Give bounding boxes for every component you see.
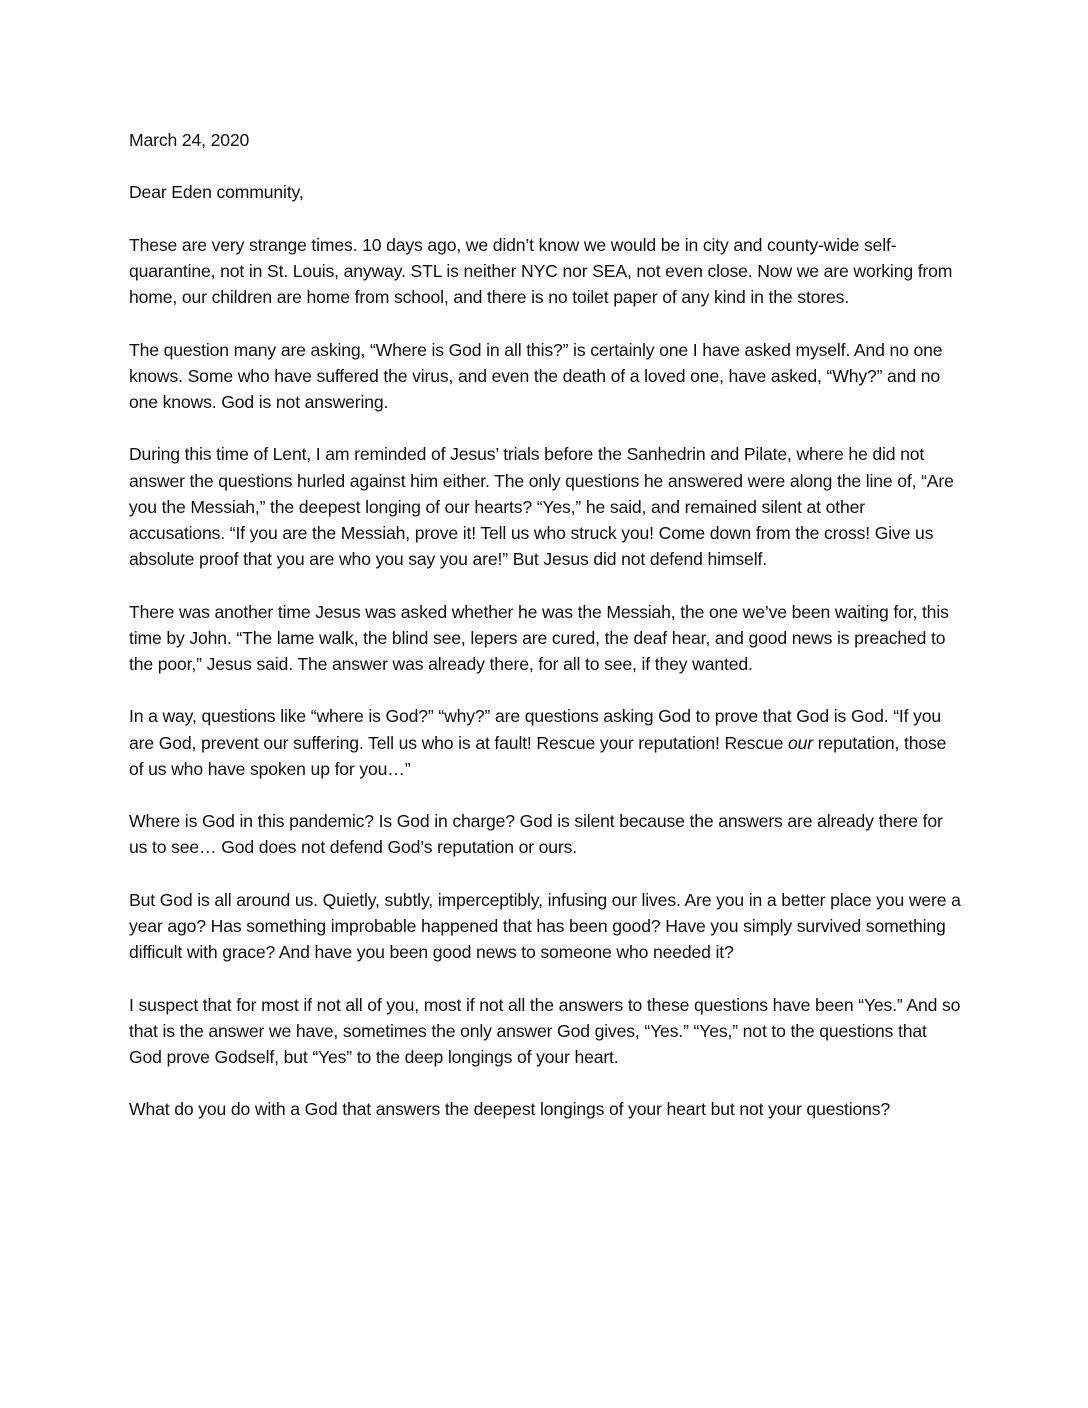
paragraph-2: The question many are asking, “Where is God in all this?” is certainly one I have asked myself. And no one knows. Some who have suffered the virus, and even the death of a loved one, have asked, “Why?” and no one knows. God is not answering. [129,339,943,412]
paragraph-5-text-a: In a way, questions like “where is God?” “why?” are questions asking God to prove that God is God. “If you are God, prevent our suffering. Tell us who is at fault! Rescue your reputation! Rescue [129,706,942,753]
letter-date: March 24, 2020 [129,130,250,150]
letter-body [129,127,964,1149]
paragraph-5-emphasis: our [788,732,813,753]
paragraph-6: Where is God in this pandemic? Is God in charge? God is silent because the answers are already there for us to see… God does not defend God’s reputation or ours. [129,811,943,858]
paragraph-8: I suspect that for most if not all of you, most if not all the answers to these questions have been “Yes.” And so that is the answer we have, sometimes the only answer God gives, “Yes.” “Yes,” not to the questions that God prove Godself, but “Yes” to the deep longings of your heart. [129,994,961,1067]
paragraph-9: What do you do with a God that answers the deepest longings of your heart but not your questions? [129,1099,891,1120]
paragraph-4: There was another time Jesus was asked whether he was the Messiah, the one we’ve been waiting for, this time by John. “The lame walk, the blind see, lepers are cured, the deaf hear, and good news is preached to the poor,” Jesus said. The answer was already there, for all to see, if they wanted. [129,601,949,674]
letter-salutation: Dear Eden community, [129,182,304,203]
paragraph-3: During this time of Lent, I am reminded of Jesus’ trials before the Sanhedrin and Pilate, where he did not answer the questions hurled against him either. The only questions he answered were along the line of, “Are you the Messiah,” the deepest longing of our hearts? “Yes,” he said, and remained silent at other accusations. “If you are the Messiah, prove it! Tell us who struck you! Come down from the cross! Give us absolute proof that you are who you say you are!” But Jesus did not defend himself. [129,444,954,570]
paragraph-5 [129,703,964,782]
paragraph-1: These are very strange times. 10 days ago, we didn’t know we would be in city and county-wide self-quarantine, not in St. Louis, anyway. STL is neither NYC nor SEA, not even close. Now we are working from home, our children are home from school, and there is no toilet paper of any kind in the stores. [129,234,953,308]
paragraph-7: But God is all around us. Quietly, subtly, imperceptibly, infusing our lives. Are you in a better place you were a year ago? Has something improbable happened that has been good? Have you simply survived something difficult with grace? And have you been good news to someone who needed it? [129,889,961,963]
paragraph-5-text-b: reputation, those of us who have spoken up for you…” [129,732,947,779]
